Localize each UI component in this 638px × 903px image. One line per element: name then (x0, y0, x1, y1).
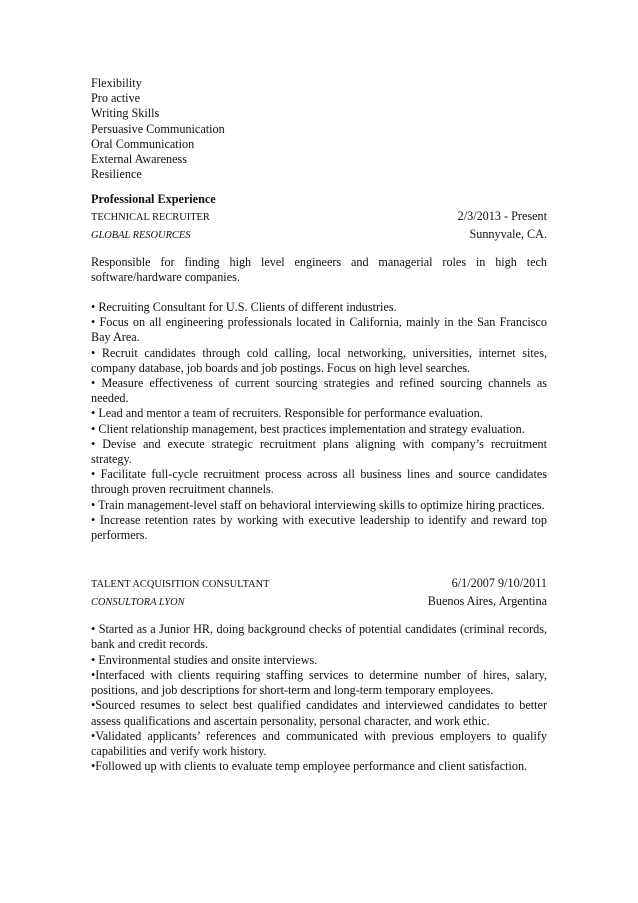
skills-list (91, 76, 547, 182)
skill-item: Pro active (91, 91, 141, 106)
job-entry-2 (91, 575, 547, 774)
job1-bullet: • Devise and execute strategic recruitment plans aligning with company’s recruitment strategy. (91, 436, 547, 467)
job1-header-row (91, 208, 547, 226)
job2-bullet: •Interfaced with clients requiring staffing services to determine number of hires, salary, positions, and job descriptions for short-term and long-term temporary employees. (91, 667, 547, 698)
job1-bullet: • Measure effectiveness of current sourcing strategies and refined sourcing channels as needed. (91, 376, 547, 406)
job2-bullet: • Started as a Junior HR, doing background checks of potential candidates (criminal records, bank and credit records. (91, 622, 547, 652)
skill-item: Persuasive Communication (91, 121, 225, 136)
job-entry-1 (91, 208, 547, 544)
skill-item: Flexibility (91, 76, 142, 90)
job1-bullet: • Train management-level staff on behavioral interviewing skills to optimize hiring practices. (91, 497, 545, 512)
job1-location: Sunnyvale, CA. (469, 226, 547, 241)
job2-company: CONSULTORA LYON (91, 597, 185, 609)
job2-title: TALENT ACQUISITION CONSULTANT (91, 579, 270, 591)
job1-bullet: • Client relationship management, best practices implementation and strategy evaluation. (91, 421, 525, 436)
job2-bullet: •Sourced resumes to select best qualified candidates and interviewed candidates to better assess qualifications and ascertain personality, personal character, and work ethic. (91, 698, 547, 728)
job1-bullet: • Facilitate full-cycle recruitment process across all business lines and source candidates through proven recruitment channels. (91, 467, 547, 497)
job1-bullet: • Increase retention rates by working with executive leadership to identify and reward top performers. (91, 512, 547, 543)
job2-bullet: •Followed up with clients to evaluate temp employee performance and client satisfaction. (91, 759, 528, 774)
job1-dates: 2/3/2013 - Present (457, 208, 547, 223)
job1-bullet: • Recruit candidates through cold calling, local networking, universities, internet sites, company database, job boards and job postings. Focus on high level searches. (91, 345, 547, 375)
job2-company-row (91, 593, 547, 611)
skill-item: Resilience (91, 167, 142, 182)
job1-bullet: • Recruiting Consultant for U.S. Clients of different industries. (91, 300, 397, 315)
job1-bullet: • Lead and mentor a team of recruiters. Responsible for performance evaluation. (91, 406, 483, 421)
job2-bullet: • Environmental studies and onsite interviews. (91, 652, 318, 667)
job1-summary: Responsible for finding high level engineers and managerial roles in high tech software/hardware companies. (91, 254, 547, 284)
skill-item: External Awareness (91, 152, 188, 167)
job1-bullet: • Focus on all engineering professionals located in California, mainly in the San Francisco Bay Area. (91, 315, 547, 345)
section-title-experience: Professional Experience (91, 192, 216, 207)
job2-bullets (91, 622, 547, 774)
job2-dates: 6/1/2007 9/10/2011 (451, 576, 547, 591)
job1-bullets (91, 300, 547, 543)
job2-header-row (91, 575, 547, 593)
job2-bullet: •Validated applicants’ references and communicated with previous employers to qualify capabilities and verify work history. (91, 728, 547, 758)
job1-title: TECHNICAL RECRUITER (91, 211, 210, 223)
job1-company-row (91, 226, 547, 244)
skill-item: Writing Skills (91, 106, 160, 121)
job1-company: GLOBAL RESOURCES (91, 229, 191, 241)
job2-location: Buenos Aires, Argentina (427, 594, 547, 609)
resume-page (91, 76, 547, 774)
skill-item: Oral Communication (91, 136, 195, 151)
